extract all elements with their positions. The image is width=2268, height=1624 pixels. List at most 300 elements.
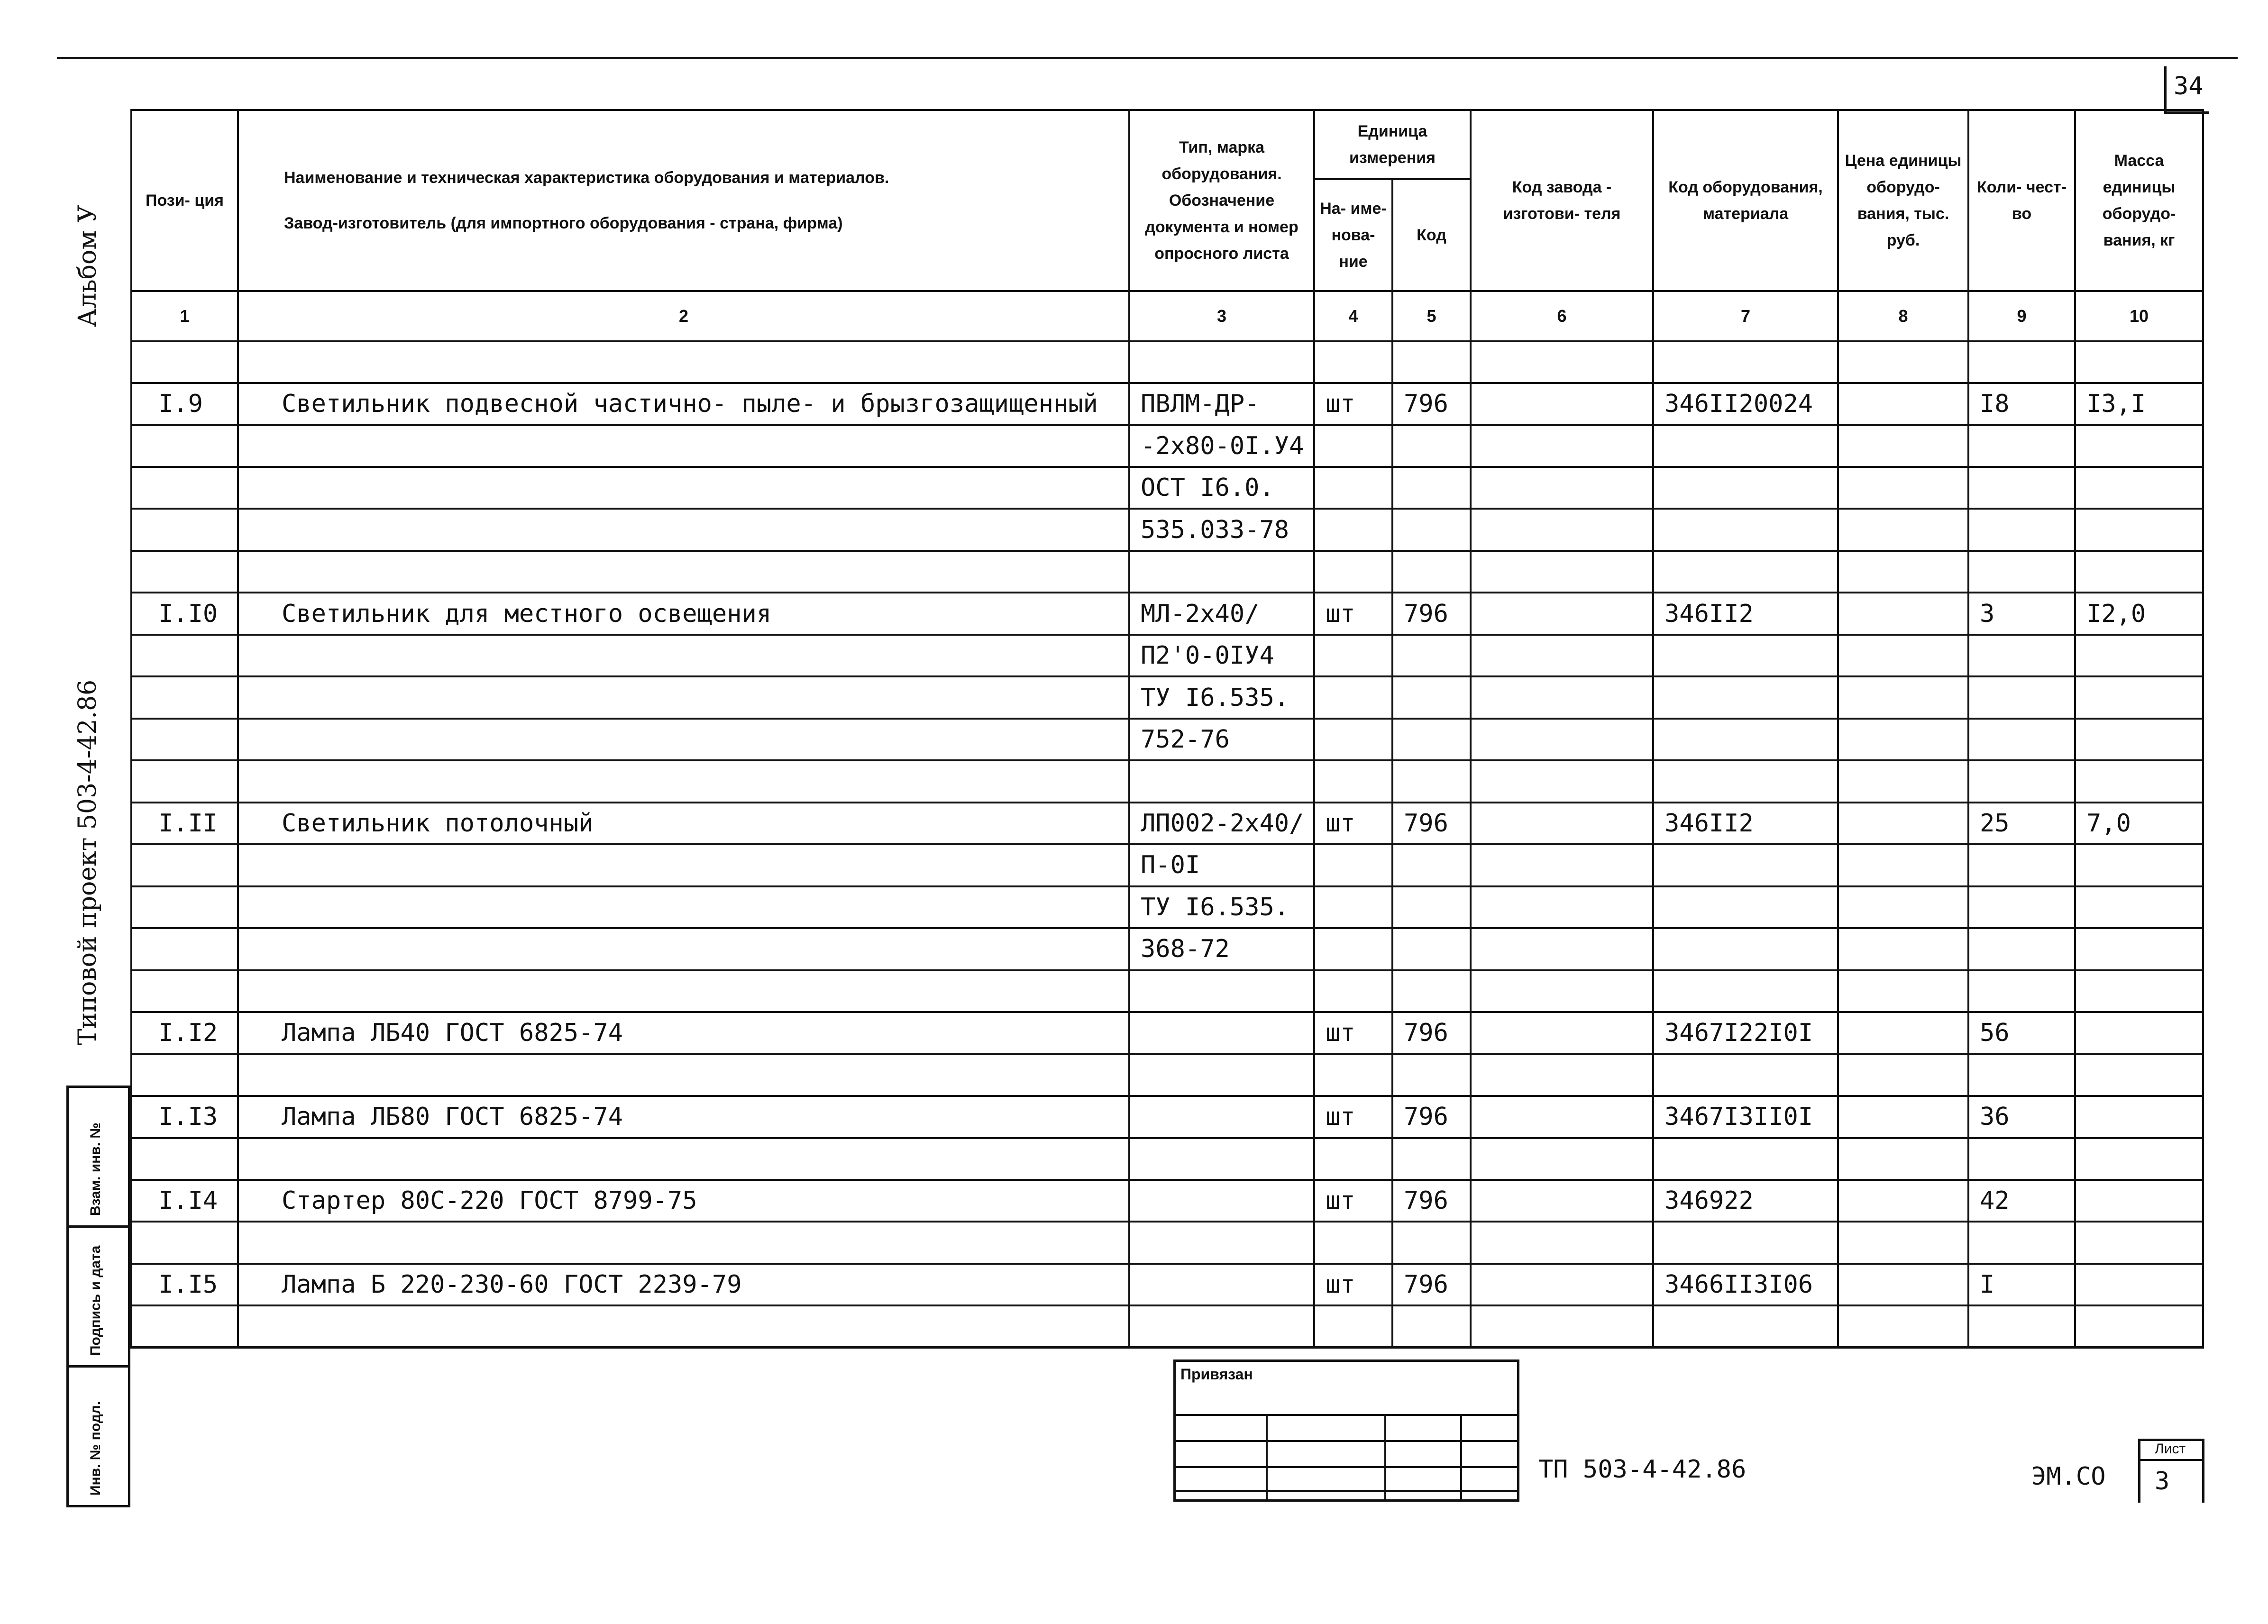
table-row: [131, 970, 2203, 1012]
factory-code-cell: [1471, 719, 1653, 760]
name-cell: [238, 928, 1129, 970]
quantity-cell: [1968, 1222, 2075, 1263]
price-cell: [1838, 1305, 1968, 1348]
header-factory-code: Код завода - изготови- теля: [1471, 110, 1653, 291]
equipment-code-cell: [1653, 760, 1838, 802]
unit-code-cell: [1392, 1054, 1471, 1096]
price-cell: [1838, 803, 1968, 844]
unit-name-cell: [1314, 509, 1392, 550]
equipment-code-cell: [1653, 719, 1838, 760]
quantity-cell: [1968, 719, 2075, 760]
name-cell: [238, 719, 1129, 760]
type-cell: ЛП002-2х40/: [1129, 803, 1314, 844]
quantity-cell: [1968, 467, 2075, 509]
mass-cell: [2075, 760, 2203, 802]
name-cell: [238, 551, 1129, 593]
quantity-cell: [1968, 676, 2075, 718]
factory-code-cell: [1471, 467, 1653, 509]
factory-code-cell: [1471, 1138, 1653, 1180]
mass-cell: [2075, 341, 2203, 383]
name-cell: Светильник подвесной частично- пыле- и брызгозащищенный: [238, 383, 1129, 425]
price-cell: [1838, 341, 1968, 383]
equipment-code-cell: [1653, 1054, 1838, 1096]
unit-code-cell: [1392, 886, 1471, 928]
factory-code-cell: [1471, 1264, 1653, 1305]
type-cell: 535.033-78: [1129, 509, 1314, 550]
header-price: Цена единицы оборудо- вания, тыс. руб.: [1838, 110, 1968, 291]
name-cell: [238, 1054, 1129, 1096]
name-cell: [238, 341, 1129, 383]
mass-cell: [2075, 1096, 2203, 1138]
equipment-code-cell: [1653, 1222, 1838, 1263]
quantity-cell: [1968, 1054, 2075, 1096]
factory-code-cell: [1471, 1096, 1653, 1138]
quantity-cell: [1968, 1138, 2075, 1180]
table-row: [131, 425, 2203, 467]
quantity-cell: [1968, 425, 2075, 467]
mass-cell: [2075, 886, 2203, 928]
unit-name-cell: шт: [1314, 1264, 1392, 1305]
header-row: [131, 110, 2203, 179]
price-cell: [1838, 1222, 1968, 1263]
price-cell: [1838, 1012, 1968, 1054]
header-pos: Пози- ция: [131, 110, 238, 291]
quantity-cell: 56: [1968, 1012, 2075, 1054]
name-cell: [238, 970, 1129, 1012]
factory-code-cell: [1471, 1222, 1653, 1263]
position-cell: [131, 551, 238, 593]
mass-cell: [2075, 1054, 2203, 1096]
unit-name-cell: [1314, 928, 1392, 970]
table-row: [131, 928, 2203, 970]
price-cell: [1838, 676, 1968, 718]
factory-code-cell: [1471, 970, 1653, 1012]
price-cell: [1838, 425, 1968, 467]
header-name: [238, 110, 1129, 291]
price-cell: [1838, 844, 1968, 886]
mass-cell: [2075, 551, 2203, 593]
unit-code-cell: [1392, 1222, 1471, 1263]
price-cell: [1838, 635, 1968, 676]
name-cell: [238, 844, 1129, 886]
header-quantity: Коли- чест- во: [1968, 110, 2075, 291]
unit-name-cell: шт: [1314, 383, 1392, 425]
unit-code-cell: 796: [1392, 1096, 1471, 1138]
quantity-cell: I: [1968, 1264, 2075, 1305]
price-cell: [1838, 551, 1968, 593]
unit-code-cell: [1392, 928, 1471, 970]
position-cell: I.I4: [131, 1180, 238, 1222]
type-cell: [1129, 1180, 1314, 1222]
factory-code-cell: [1471, 551, 1653, 593]
table-row: [131, 509, 2203, 550]
header-unit-code: Код: [1392, 179, 1471, 291]
column-number: 4: [1314, 291, 1392, 341]
quantity-cell: I8: [1968, 383, 2075, 425]
mass-cell: [2075, 1305, 2203, 1348]
price-cell: [1838, 886, 1968, 928]
equipment-code-cell: [1653, 886, 1838, 928]
equipment-code-cell: [1653, 844, 1838, 886]
price-cell: [1838, 1264, 1968, 1305]
name-cell: Лампа ЛБ80 ГОСТ 6825-74: [238, 1096, 1129, 1138]
type-cell: [1129, 1012, 1314, 1054]
position-cell: I.9: [131, 383, 238, 425]
position-cell: [131, 467, 238, 509]
position-cell: [131, 970, 238, 1012]
type-cell: П-0I: [1129, 844, 1314, 886]
column-number: 2: [238, 291, 1129, 341]
factory-code-cell: [1471, 803, 1653, 844]
unit-name-cell: [1314, 676, 1392, 718]
equipment-code-cell: [1653, 551, 1838, 593]
mass-cell: [2075, 928, 2203, 970]
type-cell: П2'0-0IУ4: [1129, 635, 1314, 676]
side-stamp: [66, 1086, 130, 1507]
unit-name-cell: шт: [1314, 1012, 1392, 1054]
mass-cell: 7,0: [2075, 803, 2203, 844]
table-row: [131, 1054, 2203, 1096]
unit-code-cell: [1392, 1305, 1471, 1348]
quantity-cell: 42: [1968, 1180, 2075, 1222]
type-cell: ТУ I6.535.: [1129, 886, 1314, 928]
album-label: Альбом У: [73, 205, 102, 327]
mass-cell: [2075, 1138, 2203, 1180]
name-cell: [238, 886, 1129, 928]
mass-cell: [2075, 1264, 2203, 1305]
table-row: [131, 1305, 2203, 1348]
table-row: [131, 1180, 2203, 1222]
mass-cell: I3,I: [2075, 383, 2203, 425]
factory-code-cell: [1471, 383, 1653, 425]
unit-name-cell: шт: [1314, 1180, 1392, 1222]
factory-code-cell: [1471, 886, 1653, 928]
unit-name-cell: [1314, 719, 1392, 760]
factory-code-cell: [1471, 1054, 1653, 1096]
name-cell: [238, 467, 1129, 509]
table-row: [131, 593, 2203, 634]
column-number-row: [131, 291, 2203, 341]
table-row: [131, 383, 2203, 425]
position-cell: [131, 1222, 238, 1263]
table-row: [131, 760, 2203, 802]
position-cell: [131, 760, 238, 802]
position-cell: [131, 719, 238, 760]
type-cell: [1129, 1264, 1314, 1305]
section-code: ЭМ.СО: [2031, 1462, 2106, 1491]
type-cell: [1129, 1054, 1314, 1096]
unit-name-cell: [1314, 1305, 1392, 1348]
type-cell: 752-76: [1129, 719, 1314, 760]
quantity-cell: 25: [1968, 803, 2075, 844]
unit-name-cell: шт: [1314, 1096, 1392, 1138]
unit-name-cell: [1314, 970, 1392, 1012]
mass-cell: I2,0: [2075, 593, 2203, 634]
equipment-code-cell: 346922: [1653, 1180, 1838, 1222]
name-cell: [238, 635, 1129, 676]
quantity-cell: 3: [1968, 593, 2075, 634]
unit-code-cell: [1392, 676, 1471, 718]
unit-code-cell: 796: [1392, 593, 1471, 634]
sheet-number: 34: [2174, 72, 2204, 100]
name-cell: [238, 676, 1129, 718]
type-cell: МЛ-2х40/: [1129, 593, 1314, 634]
factory-code-cell: [1471, 425, 1653, 467]
equipment-code-cell: 3467I22I0I: [1653, 1012, 1838, 1054]
unit-code-cell: [1392, 509, 1471, 550]
unit-name-cell: [1314, 844, 1392, 886]
project-label: Типовой проект 503-4-42.86: [73, 679, 102, 1045]
equipment-code-cell: [1653, 635, 1838, 676]
table-row: [131, 886, 2203, 928]
factory-code-cell: [1471, 1012, 1653, 1054]
table-row: [131, 635, 2203, 676]
mass-cell: [2075, 719, 2203, 760]
equipment-code-cell: [1653, 341, 1838, 383]
table-row: [131, 844, 2203, 886]
position-cell: [131, 1138, 238, 1180]
factory-code-cell: [1471, 593, 1653, 634]
name-cell: [238, 760, 1129, 802]
document-designation: ТП 503-4-42.86: [1538, 1455, 1747, 1484]
quantity-cell: [1968, 844, 2075, 886]
unit-name-cell: шт: [1314, 593, 1392, 634]
name-cell: Светильник для местного освещения: [238, 593, 1129, 634]
factory-code-cell: [1471, 1180, 1653, 1222]
unit-code-cell: 796: [1392, 1012, 1471, 1054]
position-cell: I.I0: [131, 593, 238, 634]
unit-name-cell: [1314, 551, 1392, 593]
name-cell: Лампа ЛБ40 ГОСТ 6825-74: [238, 1012, 1129, 1054]
sheet-value: 3: [2155, 1467, 2170, 1496]
position-cell: [131, 886, 238, 928]
price-cell: [1838, 970, 1968, 1012]
table-body: [131, 341, 2203, 1348]
table-row: [131, 341, 2203, 383]
equipment-code-cell: [1653, 970, 1838, 1012]
equipment-code-cell: 3466II3I06: [1653, 1264, 1838, 1305]
unit-code-cell: 796: [1392, 383, 1471, 425]
column-number: 6: [1471, 291, 1653, 341]
factory-code-cell: [1471, 341, 1653, 383]
unit-code-cell: 796: [1392, 1264, 1471, 1305]
quantity-cell: [1968, 1305, 2075, 1348]
type-cell: [1129, 1305, 1314, 1348]
title-block-top-line: [130, 1346, 2202, 1349]
stamp-replaced-inv-label: Взам. инв. №: [88, 1122, 103, 1216]
mass-cell: [2075, 1180, 2203, 1222]
stamp-original-inv-label: Инв. № подл.: [88, 1401, 103, 1496]
quantity-cell: [1968, 635, 2075, 676]
mass-cell: [2075, 1012, 2203, 1054]
equipment-code-cell: 346II2: [1653, 803, 1838, 844]
unit-code-cell: [1392, 341, 1471, 383]
position-cell: [131, 509, 238, 550]
position-cell: I.I5: [131, 1264, 238, 1305]
unit-code-cell: [1392, 425, 1471, 467]
equipment-code-cell: [1653, 676, 1838, 718]
name-cell: [238, 1222, 1129, 1263]
quantity-cell: [1968, 970, 2075, 1012]
quantity-cell: [1968, 886, 2075, 928]
equipment-code-cell: 346II20024: [1653, 383, 1838, 425]
column-number: 8: [1838, 291, 1968, 341]
name-cell: Светильник потолочный: [238, 803, 1129, 844]
type-cell: ПВЛМ-ДР-: [1129, 383, 1314, 425]
position-cell: [131, 425, 238, 467]
unit-name-cell: [1314, 425, 1392, 467]
column-number: 9: [1968, 291, 2075, 341]
equipment-code-cell: [1653, 509, 1838, 550]
type-cell: [1129, 1222, 1314, 1263]
price-cell: [1838, 1180, 1968, 1222]
column-number: 1: [131, 291, 238, 341]
sheet-box: [2138, 1439, 2204, 1503]
factory-code-cell: [1471, 844, 1653, 886]
table-row: [131, 1012, 2203, 1054]
position-cell: I.I2: [131, 1012, 238, 1054]
table-row: [131, 551, 2203, 593]
mass-cell: [2075, 1222, 2203, 1263]
unit-code-cell: [1392, 1138, 1471, 1180]
title-block-stamp: [1173, 1359, 1519, 1502]
name-cell: [238, 425, 1129, 467]
header-type: Тип, марка оборудования. Обозначение документа и номер опросного листа: [1129, 110, 1314, 291]
equipment-code-cell: 346II2: [1653, 593, 1838, 634]
type-cell: ОСТ I6.0.: [1129, 467, 1314, 509]
price-cell: [1838, 593, 1968, 634]
type-cell: -2х80-0I.У4: [1129, 425, 1314, 467]
unit-name-cell: [1314, 1138, 1392, 1180]
price-cell: [1838, 467, 1968, 509]
header-name-line2: Завод-изготовитель (для импортного оборудования - страна, фирма): [284, 214, 843, 232]
position-cell: I.II: [131, 803, 238, 844]
table-row: [131, 676, 2203, 718]
unit-name-cell: [1314, 635, 1392, 676]
quantity-cell: [1968, 341, 2075, 383]
header-name-line1: Наименование и техническая характеристика оборудования и материалов.: [284, 168, 889, 187]
table-row: [131, 1096, 2203, 1138]
mass-cell: [2075, 970, 2203, 1012]
name-cell: [238, 1305, 1129, 1348]
unit-name-cell: [1314, 886, 1392, 928]
position-cell: [131, 341, 238, 383]
price-cell: [1838, 1096, 1968, 1138]
type-cell: [1129, 551, 1314, 593]
unit-code-cell: 796: [1392, 1180, 1471, 1222]
price-cell: [1838, 1054, 1968, 1096]
quantity-cell: 36: [1968, 1096, 2075, 1138]
header-unit: Единица измерения: [1314, 110, 1471, 179]
type-cell: [1129, 1138, 1314, 1180]
quantity-cell: [1968, 760, 2075, 802]
unit-code-cell: [1392, 844, 1471, 886]
equipment-code-cell: [1653, 928, 1838, 970]
equipment-code-cell: 3467I3II0I: [1653, 1096, 1838, 1138]
position-cell: [131, 1305, 238, 1348]
factory-code-cell: [1471, 1305, 1653, 1348]
price-cell: [1838, 1138, 1968, 1180]
mass-cell: [2075, 635, 2203, 676]
name-cell: Лампа Б 220-230-60 ГОСТ 2239-79: [238, 1264, 1129, 1305]
quantity-cell: [1968, 928, 2075, 970]
unit-name-cell: [1314, 1222, 1392, 1263]
position-cell: [131, 1054, 238, 1096]
quantity-cell: [1968, 509, 2075, 550]
price-cell: [1838, 509, 1968, 550]
type-cell: [1129, 970, 1314, 1012]
mass-cell: [2075, 844, 2203, 886]
column-number: 3: [1129, 291, 1314, 341]
unit-code-cell: [1392, 467, 1471, 509]
column-number: 10: [2075, 291, 2203, 341]
table-row: [131, 803, 2203, 844]
position-cell: I.I3: [131, 1096, 238, 1138]
unit-code-cell: [1392, 635, 1471, 676]
price-cell: [1838, 928, 1968, 970]
factory-code-cell: [1471, 676, 1653, 718]
privyazan-label: Привязан: [1180, 1366, 1253, 1383]
mass-cell: [2075, 467, 2203, 509]
unit-name-cell: [1314, 467, 1392, 509]
price-cell: [1838, 383, 1968, 425]
position-cell: [131, 844, 238, 886]
unit-name-cell: шт: [1314, 803, 1392, 844]
unit-code-cell: [1392, 551, 1471, 593]
price-cell: [1838, 760, 1968, 802]
name-cell: Стартер 80С-220 ГОСТ 8799-75: [238, 1180, 1129, 1222]
unit-code-cell: 796: [1392, 803, 1471, 844]
sheet-label: Лист: [2155, 1441, 2186, 1457]
equipment-code-cell: [1653, 1138, 1838, 1180]
equipment-code-cell: [1653, 1305, 1838, 1348]
unit-name-cell: [1314, 760, 1392, 802]
table-row: [131, 1138, 2203, 1180]
type-cell: [1129, 341, 1314, 383]
column-number: 7: [1653, 291, 1838, 341]
type-cell: [1129, 1096, 1314, 1138]
price-cell: [1838, 719, 1968, 760]
mass-cell: [2075, 425, 2203, 467]
column-number: 5: [1392, 291, 1471, 341]
name-cell: [238, 1138, 1129, 1180]
position-cell: [131, 928, 238, 970]
equipment-spec-table: [130, 109, 2204, 1349]
table-row: [131, 1222, 2203, 1263]
factory-code-cell: [1471, 635, 1653, 676]
top-border-line: [57, 57, 2238, 59]
position-cell: [131, 635, 238, 676]
unit-code-cell: [1392, 760, 1471, 802]
type-cell: ТУ I6.535.: [1129, 676, 1314, 718]
header-equipment-code: Код оборудования, материала: [1653, 110, 1838, 291]
factory-code-cell: [1471, 509, 1653, 550]
stamp-signature-date-label: Подпись и дата: [88, 1245, 103, 1356]
mass-cell: [2075, 509, 2203, 550]
name-cell: [238, 509, 1129, 550]
table-row: [131, 719, 2203, 760]
header-unit-name: На- име- нова- ние: [1314, 179, 1392, 291]
unit-name-cell: [1314, 341, 1392, 383]
position-cell: [131, 676, 238, 718]
unit-name-cell: [1314, 1054, 1392, 1096]
unit-code-cell: [1392, 970, 1471, 1012]
type-cell: [1129, 760, 1314, 802]
header-mass: Масса единицы оборудо- вания, кг: [2075, 110, 2203, 291]
table-row: [131, 1264, 2203, 1305]
mass-cell: [2075, 676, 2203, 718]
unit-code-cell: [1392, 719, 1471, 760]
